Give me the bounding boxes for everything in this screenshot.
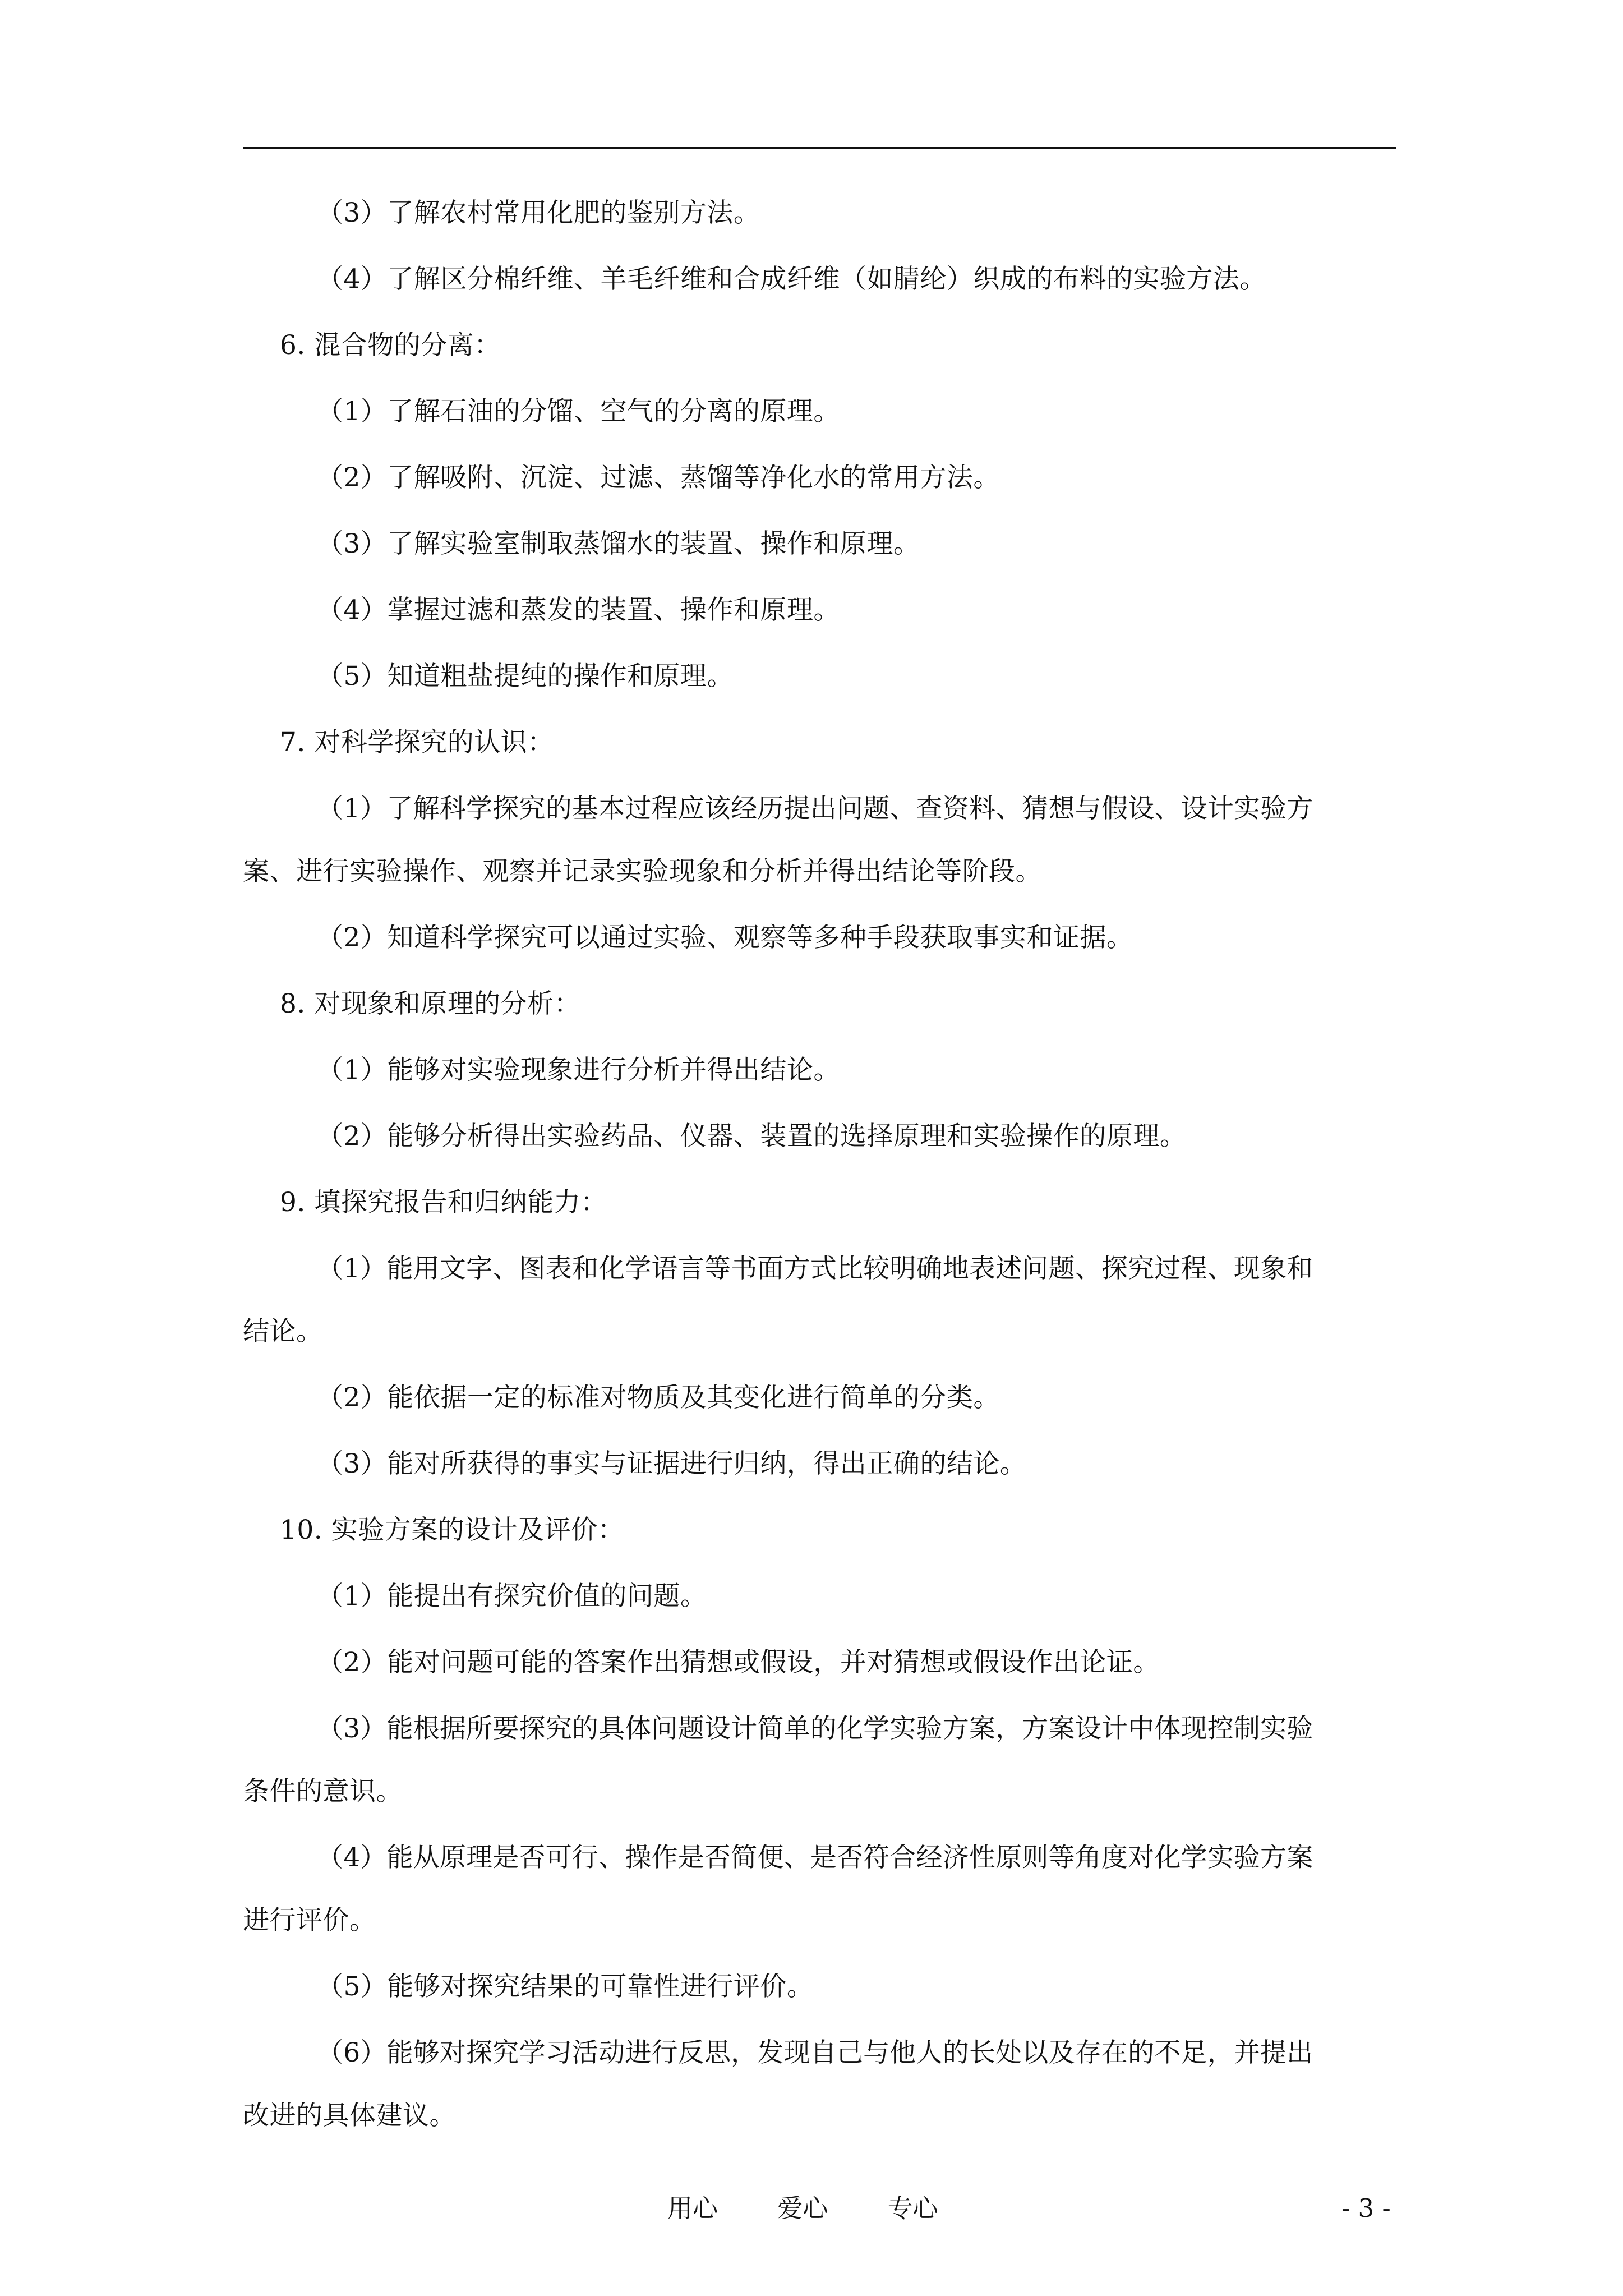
paragraph-line: （2）能够分析得出实验药品、仪器、装置的选择原理和实验操作的原理。 xyxy=(317,1121,1187,1152)
paragraph-line: （5）知道粗盐提纯的操作和原理。 xyxy=(317,661,734,692)
paragraph-line: （4）能从原理是否可行、操作是否简便、是否符合经济性原则等角度对化学实验方案 xyxy=(317,1842,1313,1873)
document-body xyxy=(243,197,1396,2166)
page-number: - 3 - xyxy=(1341,2193,1391,2223)
paragraph-line: 改进的具体建议。 xyxy=(243,2100,456,2131)
paragraph-line: （2）能依据一定的标准对物质及其变化进行简单的分类。 xyxy=(317,1382,1000,1413)
footer-motto-2: 爱心 xyxy=(777,2193,828,2223)
section-heading: 7. 对科学探究的认识： xyxy=(280,727,554,758)
paragraph-line: （2）知道科学探究可以通过实验、观察等多种手段获取事实和证据。 xyxy=(317,922,1133,953)
section-heading: 6. 混合物的分离： xyxy=(280,330,501,361)
paragraph-line: （3）能对所获得的事实与证据进行归纳，得出正确的结论。 xyxy=(317,1448,1027,1479)
paragraph-line: （4）了解区分棉纤维、羊毛纤维和合成纤维（如腈纶）织成的布料的实验方法。 xyxy=(317,264,1266,295)
paragraph-line: （1）了解科学探究的基本过程应该经历提出问题、查资料、猜想与假设、设计实验方 xyxy=(317,793,1313,824)
footer-motto-1: 用心 xyxy=(667,2193,718,2223)
paragraph-line: （2）了解吸附、沉淀、过滤、蒸馏等净化水的常用方法。 xyxy=(317,462,1000,493)
paragraph-line: （3）了解农村常用化肥的鉴别方法。 xyxy=(317,197,760,228)
paragraph-line: 案、进行实验操作、观察并记录实验现象和分析并得出结论等阶段。 xyxy=(243,856,1042,887)
paragraph-line: （1）能提出有探究价值的问题。 xyxy=(317,1581,707,1612)
paragraph-line: 条件的意识。 xyxy=(243,1776,403,1807)
paragraph-line: （1）了解石油的分馏、空气的分离的原理。 xyxy=(317,396,840,427)
header-rule xyxy=(243,147,1396,149)
paragraph-line: 进行评价。 xyxy=(243,1905,376,1936)
paragraph-line: （2）能对问题可能的答案作出猜想或假设，并对猜想或假设作出论证。 xyxy=(317,1647,1160,1678)
paragraph-line: （4）掌握过滤和蒸发的装置、操作和原理。 xyxy=(317,595,840,625)
footer-motto xyxy=(667,2193,938,2224)
paragraph-line: （1）能够对实验现象进行分析并得出结论。 xyxy=(317,1055,840,1085)
section-heading: 9. 填探究报告和归纳能力： xyxy=(280,1187,607,1218)
paragraph-line: （6）能够对探究学习活动进行反思，发现自己与他人的长处以及存在的不足，并提出 xyxy=(317,2037,1313,2068)
section-heading: 10. 实验方案的设计及评价： xyxy=(280,1515,625,1545)
paragraph-line: （3）了解实验室制取蒸馏水的装置、操作和原理。 xyxy=(317,528,920,559)
paragraph-line: （5）能够对探究结果的可靠性进行评价。 xyxy=(317,1971,814,2002)
paragraph-line: （1）能用文字、图表和化学语言等书面方式比较明确地表述问题、探究过程、现象和 xyxy=(317,1253,1313,1284)
paragraph-line: 结论。 xyxy=(243,1316,323,1347)
section-heading: 8. 对现象和原理的分析： xyxy=(280,988,581,1019)
footer-motto-3: 专心 xyxy=(887,2193,938,2223)
paragraph-line: （3）能根据所要探究的具体问题设计简单的化学实验方案，方案设计中体现控制实验 xyxy=(317,1713,1313,1744)
